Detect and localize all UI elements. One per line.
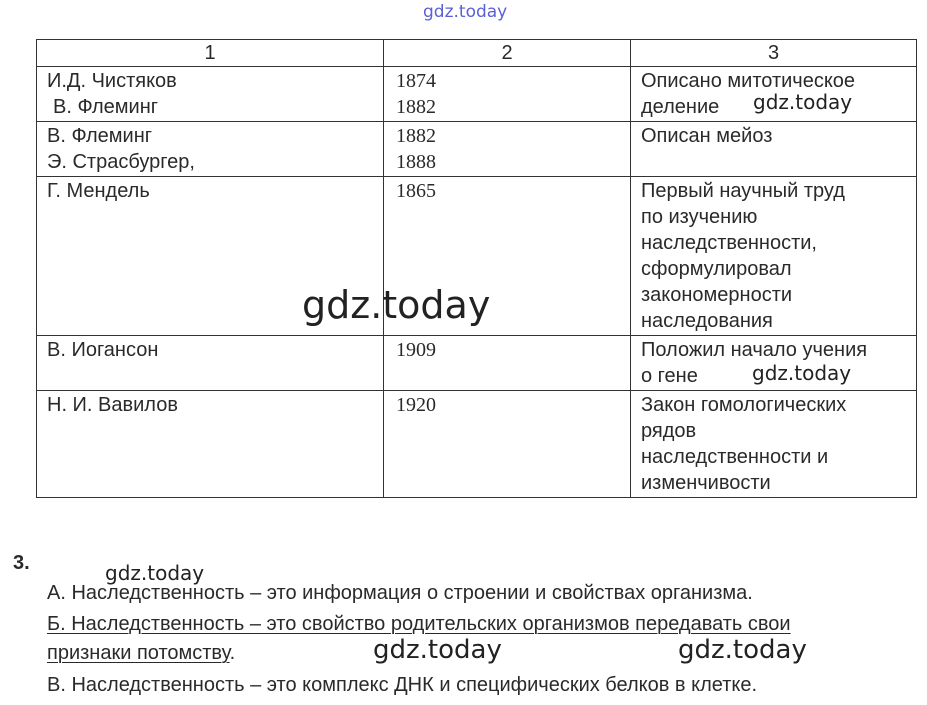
year-value: 1865 (396, 180, 436, 202)
year-value: 1920 (396, 394, 436, 416)
watermark-bottom-right: gdz.today (678, 635, 807, 665)
discovery-text: Положил начало учения (641, 339, 868, 361)
answer-b-text: Б. Наследственность – это свойство родительских организмов передавать свои (47, 613, 791, 635)
discovery-cell (631, 391, 917, 498)
watermark-top: gdz.today (423, 2, 508, 22)
discovery-text: сформулировал (641, 258, 792, 280)
answer-b-period: . (229, 642, 236, 664)
scientist-name: Э. Страсбургер, (47, 151, 195, 173)
watermark-bottom-left: gdz.today (373, 635, 502, 665)
answer-a: А. Наследственность – это информация о строении и свойствах организма. (47, 582, 753, 604)
discovery-cell (631, 177, 917, 336)
scientist-cell (37, 122, 384, 177)
table-header-row (37, 40, 917, 67)
scientist-name: Н. И. Вавилов (47, 394, 178, 416)
discovery-text: наследственности и (641, 446, 829, 468)
discovery-text: рядов (641, 420, 697, 442)
answer-c: В. Наследственность – это комплекс ДНК и специфических белков в клетке. (47, 674, 758, 696)
watermark-center: gdz.today (302, 283, 491, 327)
scientist-name: В. Иогансон (47, 339, 159, 361)
scientist-name: И.Д. Чистяков (47, 70, 177, 92)
discovery-text: наследственности, (641, 232, 817, 254)
discovery-text: Закон гомологических (641, 394, 847, 416)
discovery-cell (631, 122, 917, 177)
discovery-text: о гене (641, 365, 698, 387)
column-header-3: 3 (631, 40, 917, 67)
discovery-text: Описано митотическое (641, 70, 856, 92)
year-cell (384, 391, 631, 498)
discovery-text: по изучению (641, 206, 758, 228)
watermark-row4: gdz.today (752, 361, 852, 385)
scientist-cell (37, 67, 384, 122)
discovery-text: Описан мейоз (641, 125, 773, 147)
year-value: 1888 (396, 151, 436, 173)
year-cell (384, 67, 631, 122)
discovery-text: Первый научный труд (641, 180, 845, 202)
scientist-cell (37, 336, 384, 391)
discovery-text: изменчивости (641, 472, 771, 494)
year-cell (384, 122, 631, 177)
discovery-text: закономерности (641, 284, 793, 306)
column-header-2: 2 (384, 40, 631, 67)
scientist-cell (37, 391, 384, 498)
discovery-text: деление (641, 96, 720, 118)
year-cell (384, 336, 631, 391)
watermark-section3: gdz.today (105, 561, 205, 585)
scientist-name: В. Флеминг (47, 125, 153, 147)
column-header-1: 1 (37, 40, 384, 67)
year-value: 1882 (396, 125, 436, 147)
scientist-name: В. Флеминг (53, 96, 159, 118)
year-value: 1882 (396, 96, 436, 118)
discovery-text: наследования (641, 310, 773, 332)
table-row (37, 122, 917, 177)
watermark-row1: gdz.today (753, 90, 853, 114)
table-row (37, 391, 917, 498)
answer-b-text: признаки потомству (47, 642, 230, 664)
answer-b-line2 (47, 640, 235, 666)
year-value: 1909 (396, 339, 436, 361)
section-number: 3. (13, 552, 30, 574)
scientist-name: Г. Мендель (47, 180, 150, 202)
answer-b-line1 (47, 611, 791, 637)
year-value: 1874 (396, 70, 436, 92)
